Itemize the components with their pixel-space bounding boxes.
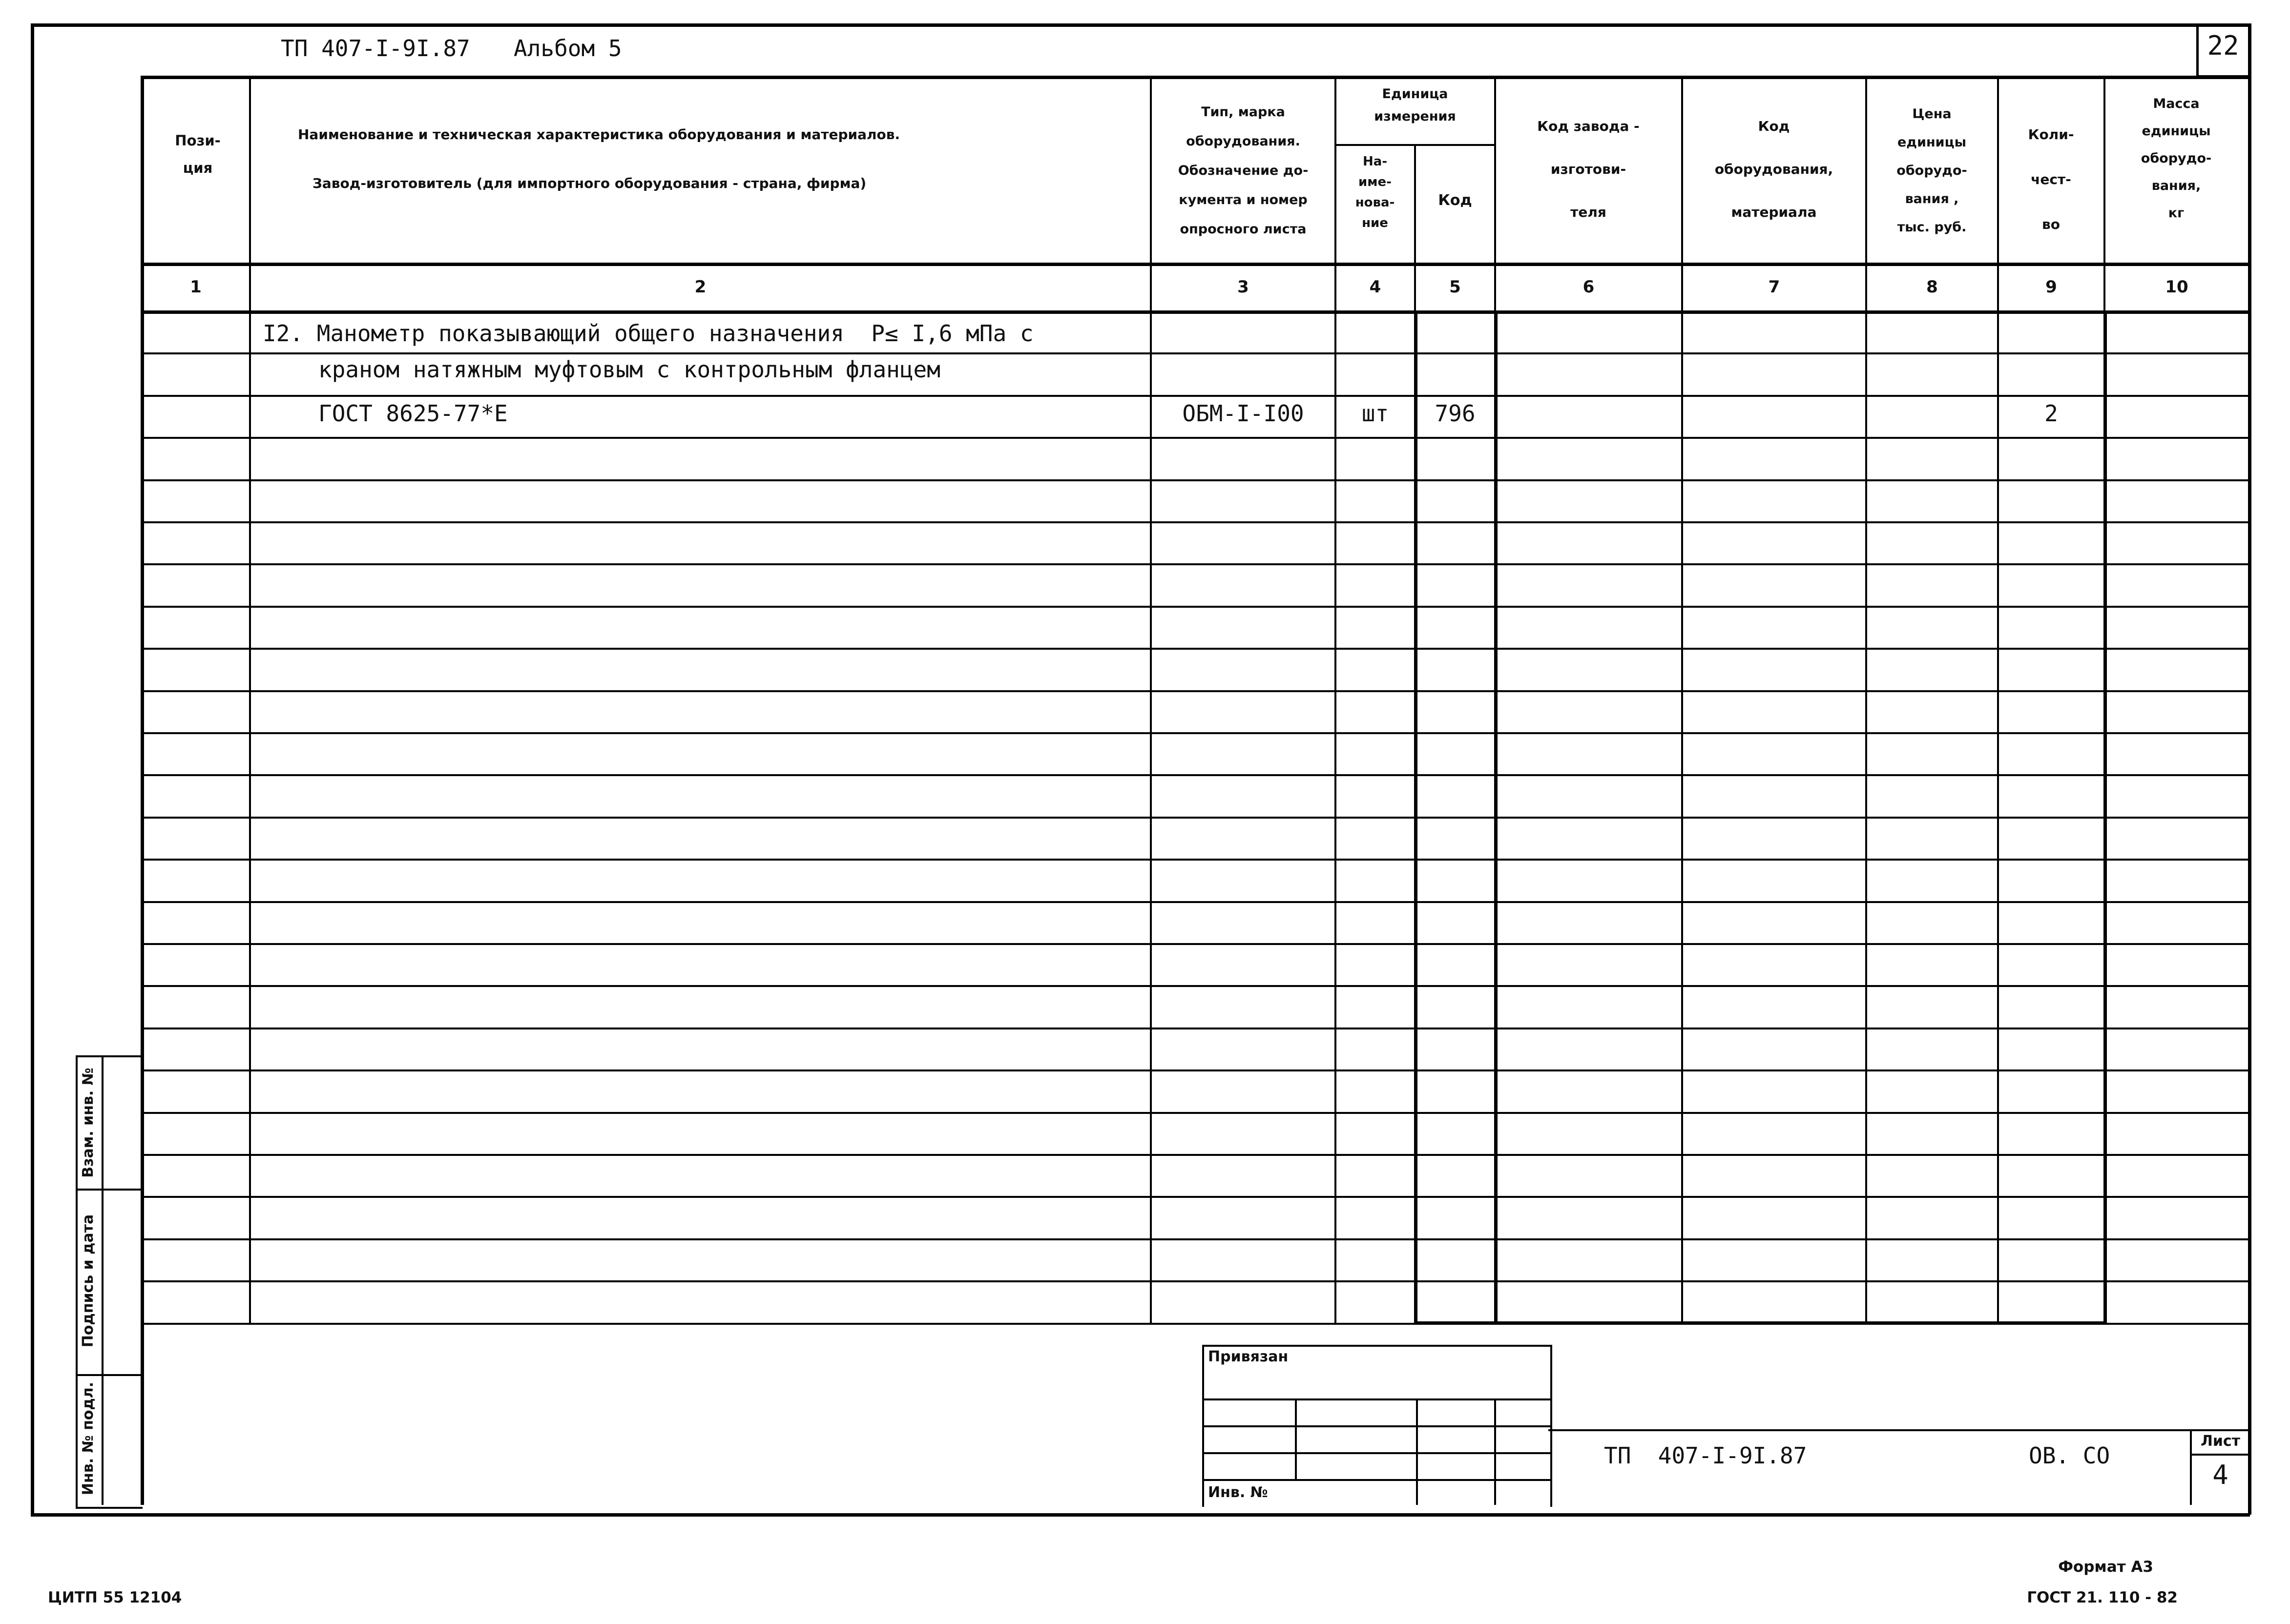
- footer-format: Формат А3: [2058, 1558, 2153, 1576]
- table-row-line: [141, 563, 2250, 565]
- colnum-5: 5: [1449, 277, 1461, 297]
- row-1-name: I2. Манометр показывающий общего назначения P≤ I,6 мПа с: [263, 320, 1034, 347]
- outer-frame-left: [31, 23, 34, 1515]
- col-line-1: [249, 76, 251, 1323]
- header-mass: Масса единицы оборудо- вания, кг: [2141, 96, 2212, 221]
- header-maker-code: Код завода - изготови- теля: [1537, 118, 1640, 220]
- footer-gost: ГОСТ 21. 110 - 82: [2027, 1589, 2178, 1606]
- table-row-line: [141, 1112, 2250, 1114]
- header-price: Цена единицы оборудо- вания , тыс. руб.: [1896, 106, 1967, 235]
- title-block-top: [1548, 1429, 2250, 1431]
- table-row-line: [141, 1028, 2250, 1029]
- colnum-9: 9: [2045, 277, 2057, 297]
- doc-code: ТП 407-I-9I.87: [1604, 1442, 1807, 1469]
- album-label: Альбом 5: [514, 35, 622, 62]
- col-line-2: [1150, 76, 1152, 1323]
- table-row-line: [141, 437, 2250, 439]
- outer-frame-right: [2248, 23, 2251, 1515]
- bound-vline-2: [1416, 1398, 1418, 1505]
- row-3-name: ГОСТ 8625-77*Е: [318, 400, 508, 427]
- table-row-line: [141, 606, 2250, 608]
- inv-label: Инв. №: [1208, 1484, 1268, 1501]
- sheet-box-divider: [2190, 1429, 2192, 1505]
- unit-group-split: [1334, 144, 1494, 146]
- table-row-line: [141, 732, 2250, 734]
- colnum-3: 3: [1237, 277, 1249, 297]
- header-name-line1: Наименование и техническая характеристика оборудования и материалов.: [298, 126, 900, 143]
- table-row-line: [141, 943, 2250, 945]
- row-3-unit: шт: [1361, 400, 1389, 427]
- colnum-7: 7: [1768, 277, 1780, 297]
- bound-label: Привязан: [1208, 1348, 1289, 1365]
- table-row-line: [141, 521, 2250, 523]
- row-3-type: ОБМ-I-I00: [1182, 400, 1304, 427]
- side-stamp-divider: [102, 1055, 104, 1505]
- colnum-6: 6: [1582, 277, 1595, 297]
- colnum-1: 1: [190, 277, 202, 297]
- bound-line-2: [1202, 1425, 1550, 1427]
- table-row-line: [141, 774, 2250, 776]
- col-line-6: [1681, 76, 1683, 1323]
- bound-line-4: [1202, 1479, 1550, 1481]
- side-signature-date: Подпись и дата: [80, 1214, 97, 1348]
- header-type: Тип, марка оборудования. Обозначение до- кумента и номер опросного листа: [1178, 104, 1309, 237]
- doc-mark: ОВ. СО: [2029, 1442, 2110, 1469]
- side-inv-replace: Взам. инв. №: [80, 1068, 97, 1178]
- header-unit-code: Код: [1438, 192, 1472, 209]
- outer-frame-top: [31, 23, 2250, 27]
- header-position: Пози- ция: [175, 132, 221, 176]
- table-row-line: [141, 1196, 2250, 1198]
- footer-left-stamp: ЦИТП 55 12104: [48, 1589, 182, 1606]
- bound-line-3: [1202, 1452, 1550, 1454]
- table-row-line: [141, 1280, 2250, 1282]
- table-row-line: [141, 395, 2250, 397]
- header-quantity: Коли- чест- во: [2028, 126, 2074, 232]
- col-line-7: [1865, 76, 1867, 1323]
- project-code: ТП 407-I-9I.87: [281, 35, 470, 62]
- table-row-line: [141, 479, 2250, 481]
- table-row-line: [141, 817, 2250, 819]
- colnum-8: 8: [1926, 277, 1938, 297]
- table-row-line: [141, 648, 2250, 650]
- header-equipment-code: Код оборудования, материала: [1714, 118, 1833, 220]
- colnum-4: 4: [1369, 277, 1381, 297]
- bound-line-1: [1202, 1398, 1550, 1400]
- header-name-line2: Завод-изготовитель (для импортного оборудования - страна, фирма): [312, 175, 867, 191]
- table-row-line: [141, 352, 2250, 354]
- sheet-number: 4: [2212, 1460, 2228, 1490]
- page-number: 22: [2207, 30, 2239, 61]
- table-row-line: [141, 985, 2250, 987]
- header-unit-name: На- име- нова- ние: [1355, 154, 1395, 230]
- bound-vline-3: [1494, 1398, 1496, 1505]
- col-line-8: [1997, 76, 1999, 1323]
- row-3-code: 796: [1435, 400, 1476, 427]
- sheet-label: Лист: [2200, 1433, 2241, 1450]
- header-unit-group: Единица измерения: [1374, 86, 1456, 124]
- sheet-box-line: [2190, 1454, 2250, 1456]
- table-row-line: [141, 1069, 2250, 1071]
- table-row-line: [141, 1238, 2250, 1240]
- table-row-line: [141, 901, 2250, 903]
- colnum-10: 10: [2165, 277, 2188, 297]
- outer-frame-bottom: [31, 1513, 2250, 1517]
- colnum-bottom-line: [141, 310, 2250, 314]
- body-bottom-line: [141, 1323, 2250, 1325]
- table-top-border: [141, 76, 2250, 79]
- table-row-line: [141, 690, 2250, 692]
- col-line-3: [1334, 76, 1336, 1323]
- row-2-name: краном натяжным муфтовым с контрольным фланцем: [318, 356, 940, 383]
- side-inv-original: Инв. № подл.: [80, 1381, 97, 1496]
- table-row-line: [141, 1154, 2250, 1156]
- colnum-2: 2: [694, 277, 707, 297]
- table-row-line: [141, 859, 2250, 861]
- row-3-qty: 2: [2044, 400, 2058, 427]
- bound-vline-1: [1295, 1398, 1297, 1479]
